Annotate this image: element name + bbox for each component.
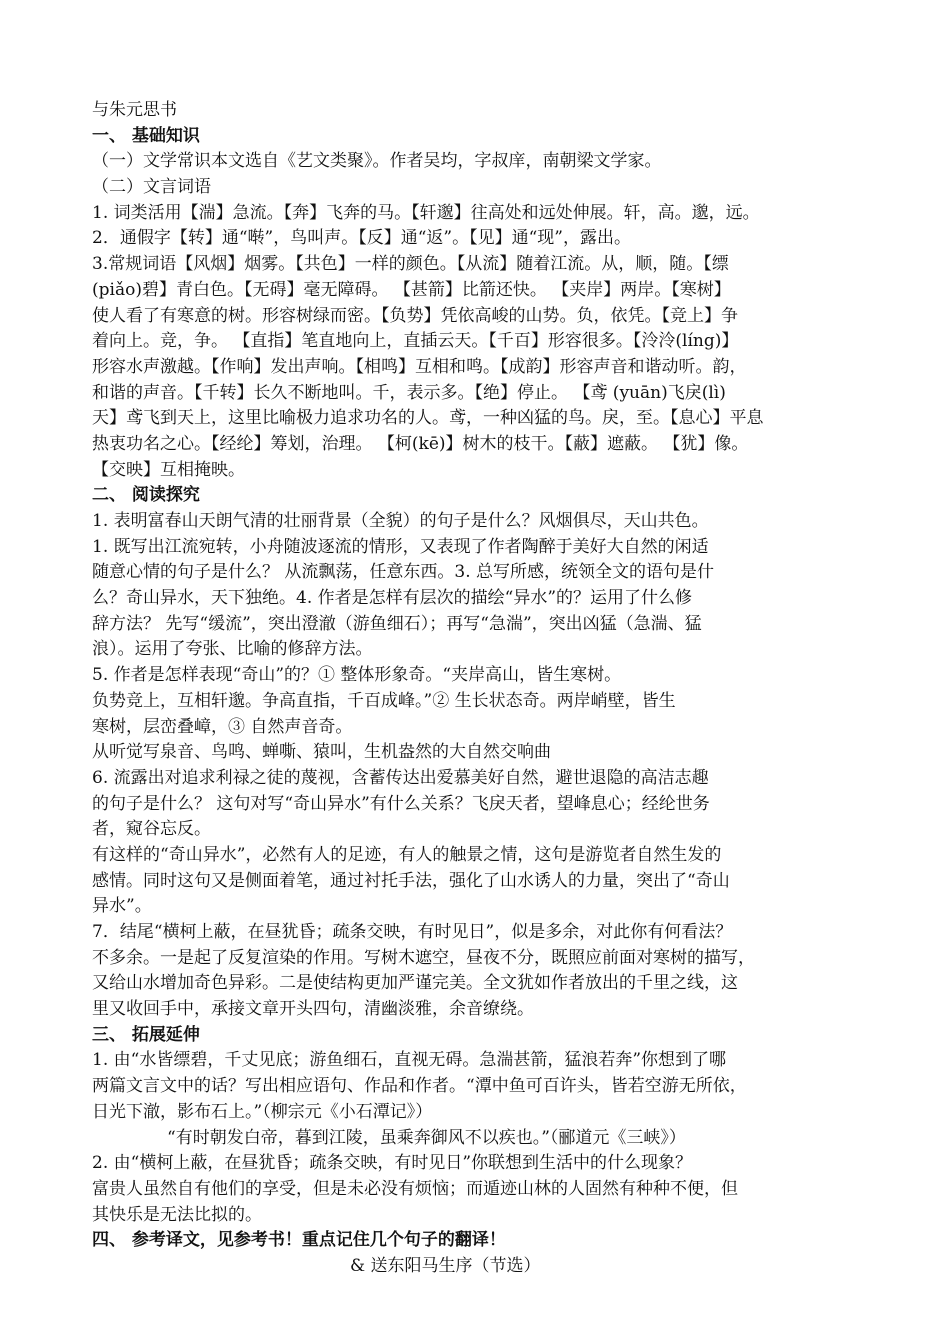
text-line: 【交映】互相掩映。 [92,459,245,480]
text-line: 随意心情的句子是什么？ 从流飘荡，任意东西。3. 总写所感，统领全文的语句是什 [92,562,715,583]
text-line: (piǎo)碧】青白色。【无碍】毫无障碍。 【甚箭】比箭还快。 【夹岸】两岸。【寒树】 [92,279,731,300]
text-line: 富贵人虽然自有他们的享受，但是未必没有烦恼；而遁迹山林的人固然有种种不便，但 [92,1178,738,1199]
text-line: 2. 由“横柯上蔽，在昼犹昏；疏条交映，有时见日”你联想到生活中的什么现象？ [92,1153,693,1174]
text-line: 寒树，层峦叠嶂，③ 自然声音奇。 [92,716,353,737]
text-line: 天】鸢飞到天上，这里比喻极力追求功名的人。鸢，一种凶猛的鸟。戾，至。【息心】平息 [92,408,764,429]
text-line: 辞方法？ 先写“缓流”，突出澄澈（游鱼细石）；再写“急湍”，突出凶猛（急湍、猛 [92,613,702,634]
text-line: 浪）。运用了夸张、比喻的修辞方法。 [92,639,373,660]
text-line: （二）文言词语 [92,177,211,198]
text-line: 么？奇山异水，天下独绝。4. 作者是怎样有层次的描绘“异水”的？运用了什么修 [92,588,693,609]
text-line: 6. 流露出对追求利禄之徒的蔑视，含蓄传达出爱慕美好自然，避世退隐的高洁志趣 [92,767,709,788]
text-line: 热衷功名之心。【经纶】筹划，治理。 【柯(kē)】树木的枝干。【蔽】遮蔽。 【犹】像。 [92,433,749,454]
section-heading-basics: 一、 基础知识 [92,125,200,146]
next-title: & 送东阳马生序（节选） [350,1255,541,1276]
text-line: 负势竞上，互相轩邈。争高直指，千百成峰。”② 生长状态奇。两岸峭壁，皆生 [92,690,676,711]
text-line: 使人看了有寒意的树。形容树绿而密。【负势】凭依高峻的山势。负，依凭。【竞上】争 [92,305,738,326]
text-line: 5. 作者是怎样表现“奇山”的？① 整体形象奇。“夹岸高山，皆生寒树。 [92,665,622,686]
text-line: 的句子是什么？ 这句对写“奇山异水”有什么关系？飞戾天者，望峰息心；经纶世务 [92,793,710,814]
text-line: 1. 既写出江流宛转，小舟随波逐流的情形，又表现了作者陶醉于美好大自然的闲适 [92,536,709,557]
text-line: 日光下澈，影布石上。”（柳宗元《小石潭记》） [92,1101,433,1122]
text-line: 3.常规词语【风烟】烟雾。【共色】一样的颜色。【从流】随着江流。从，顺，随。【缥 [92,254,729,275]
text-line: 7．结尾“横柯上蔽，在昼犹昏；疏条交映，有时见日”，似是多余，对此你有何看法？ [92,922,733,942]
section-heading-translation: 四、 参考译文，见参考书！重点记住几个句子的翻译！ [92,1230,506,1251]
text-line: 有这样的“奇山异水”，必然有人的足迹，有人的触景之情，这句是游览者自然生发的 [92,844,722,865]
text-line: 1. 表明富春山天朗气清的壮丽背景（全貌）的句子是什么？风烟俱尽，天山共色。 [92,511,709,531]
document-page [92,98,872,1280]
doc-title: 与朱元思书 [92,100,177,120]
text-line: （一）文学常识本文选自《艺文类聚》。作者吴均，字叔庠，南朝梁文学家。 [92,151,662,172]
text-line: 者，窥谷忘反。 [92,819,211,840]
quote-line: “有时朝发白帝，暮到江陵，虽乘奔御风不以疾也。”（郦道元《三峡》） [167,1127,686,1148]
section-heading-reading: 二、 阅读探究 [92,485,200,506]
text-line: 形容水声激越。【作响】发出声响。【相鸣】互相和鸣。【成韵】形容声音和谐动听。韵， [92,356,747,377]
text-line: 和谐的声音。【千转】长久不断地叫。千，表示多。【绝】停止。 【鸢 (yuān)飞戾(lì) [92,382,726,403]
text-line: 不多余。一是起了反复渲染的作用。写树木遮空，昼夜不分，既照应前面对寒树的描写， [92,947,755,968]
text-line: 2．通假字【转】通“啭”，鸟叫声。【反】通“返”。【见】通“现”，露出。 [92,228,631,249]
text-line: 其快乐是无法比拟的。 [92,1204,262,1225]
section-heading-extension: 三、 拓展延伸 [92,1024,200,1045]
text-line: 两篇文言文中的话？写出相应语句、作品和作者。“潭中鱼可百许头，皆若空游无所依， [92,1076,747,1097]
text-line: 里又收回手中，承接文章开头四句，清幽淡雅，余音缭绕。 [92,999,534,1020]
text-line: 感情。同时这句又是侧面着笔，通过衬托手法，强化了山水诱人的力量，突出了“奇山 [92,870,730,891]
text-line: 着向上。竞，争。 【直指】笔直地向上，直插云天。【千百】形容很多。【泠泠(líng)】 [92,331,739,352]
text-line: 又给山水增加奇色异彩。二是使结构更加严谨完美。全文犹如作者放出的千里之线，这 [92,973,738,994]
text-line: 1. 词类活用【湍】急流。【奔】飞奔的马。【轩邈】往高处和远处伸展。轩，高。邈，远。 [92,202,760,223]
text-line: 1. 由“水皆缥碧，千丈见底；游鱼细石，直视无碍。急湍甚箭，猛浪若奔”你想到了哪 [92,1050,727,1071]
text-line: 异水”。 [92,896,152,917]
text-line: 从听觉写泉音、鸟鸣、蝉嘶、猿叫，生机盎然的大自然交响曲 [92,742,551,763]
